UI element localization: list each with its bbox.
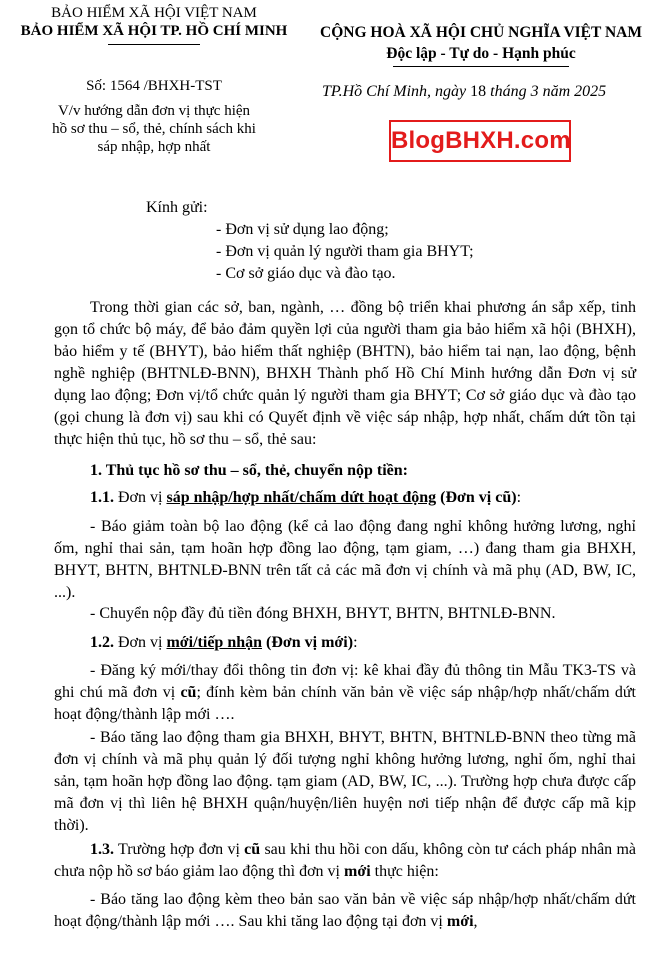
section-1-2-para-1-text: - Đăng ký mới/thay đổi thông tin đơn vị: kê khai đầy đủ thông tin Mẫu TK3-TS và ghi chú mã đơn vị: [54, 662, 636, 701]
section-1-2-pre: Đơn vị: [114, 634, 167, 651]
date-year: 2025: [574, 83, 607, 100]
section-1-1-para-1: - Báo giảm toàn bộ lao động (kể cả lao động đang nghỉ không hưởng lương, nghỉ ốm, nghỉ thai sản, tạm hoãn hợp đồng lao động, tạm giam, …) đang tham gia BHXH, BHYT, BHTN, BHTNLĐ-BNN trên tất cả các mã đơn vị chính và mã phụ (AD, BW, IC, ...).: [54, 518, 636, 601]
section-1-3-sub-text: - Báo tăng lao động kèm theo bản sao văn bản về việc sáp nhập/hợp nhất/chấm dứt hoạt động/thành lập mới …. Sau khi tăng lao động tại đơn vị: [54, 891, 636, 930]
section-1-1-colon: :: [516, 489, 522, 506]
section-1-2-para-2: - Báo tăng lao động tham gia BHXH, BHYT, BHTN, BHTNLĐ-BNN theo từng mã đơn vị chính và mã phụ quản lý đối tượng nghỉ không hưởng lương, nghỉ ốm, nghỉ thai sản, tạm hoãn hợp đồng lao động. tạm giam (AD, BW, IC, ...). Trường hợp chưa được cấp mã đơn vị thì liên hệ BHXH quận/huyện/liên huyện nơi tiếp nhận để được cấp mã kịp thời).: [54, 729, 636, 834]
national-motto: Độc lập - Tự do - Hạnh phúc: [386, 45, 576, 62]
section-1-2-heading: [90, 632, 636, 654]
subject-line-1: V/v hướng dẫn đơn vị thực hiện: [57, 103, 251, 119]
section-1-1-number: 1.1.: [90, 489, 114, 506]
section-1-2-post: (Đơn vị mới): [262, 634, 354, 651]
watermark-stamp: BlogBHXH.com: [389, 120, 571, 162]
section-1-3-post: thực hiện:: [370, 863, 439, 880]
recipient-item: - Đơn vị sử dụng lao động;: [216, 221, 389, 238]
section-1-2-para-1: [54, 660, 636, 726]
date-day: 18: [470, 83, 487, 100]
agency-name: BẢO HIỂM XÃ HỘI TP. HỒ CHÍ MINH: [20, 23, 288, 39]
section-1-3-number: 1.3.: [90, 841, 114, 858]
section-1-1-underlined: sáp nhập/hợp nhất/chấm dứt hoạt động: [166, 489, 437, 506]
subject-line-3: sáp nhập, hợp nhất: [97, 139, 211, 155]
recipients-label: Kính gửi:: [146, 199, 208, 216]
section-1-heading: 1. Thủ tục hồ sơ thu – sổ, thẻ, chuyển nộp tiền:: [90, 462, 408, 479]
section-1-3-para: [54, 839, 636, 883]
section-1-2-para-1-rest: ; đính kèm bản chính văn bản về việc sáp nhập/hợp nhất/chấm dứt hoạt động/thành lập mới ….: [54, 684, 637, 723]
agency-parent: BẢO HIỂM XÃ HỘI VIỆT NAM: [51, 5, 257, 21]
section-1-2-colon: :: [353, 634, 358, 651]
intro-paragraph: Trong thời gian các sở, ban, ngành, … đồng bộ triển khai phương án sắp xếp, tinh gọn tổ chức bộ máy, để bảo đảm quyền lợi của người tham gia bảo hiểm xã hội (BHXH), bảo hiểm y tế (BHYT), bảo hiểm thất nghiệp (BHTN), bảo hiểm tai nạn, lao động, bệnh nghề nghiệp (BHTNLĐ-BNN), BHXH Thành phố Hồ Chí Minh hướng dẫn Đơn vị sử dụng lao động; Đơn vị/tổ chức quản lý người tham gia BHYT; Cơ sở giáo dục và đào tạo (gọi chung là đơn vị) sau khi có Quyết định về việc sáp nhập, hợp nhất, chấm dứt tồn tại thực hiện thủ tục, hồ sơ thu – sổ, thẻ sau:: [54, 299, 636, 448]
motto-underline: [393, 66, 569, 67]
section-1-3-sub-para: [54, 889, 636, 933]
section-1-1-post: (Đơn vị cũ): [436, 489, 517, 506]
section-1-2-underlined: mới/tiếp nhận: [166, 634, 263, 651]
section-1-3-bold-2: mới: [344, 863, 371, 880]
recipient-item: - Đơn vị quản lý người tham gia BHYT;: [216, 243, 474, 260]
section-1-1-heading: [90, 487, 636, 509]
country-name: CỘNG HOÀ XÃ HỘI CHỦ NGHĨA VIỆT NAM: [320, 24, 642, 41]
section-1-1-pre: Đơn vị: [114, 489, 167, 506]
doc-number: Số: 1564 /BHXH-TST: [86, 78, 222, 94]
section-1-3-bold-1: cũ: [244, 841, 261, 858]
date-month: tháng 3 năm: [486, 83, 575, 100]
section-1-3-mid: sau khi thu hồi con dấu, không còn tư cách pháp nhân mà chưa nộp hồ sơ báo giảm lao động thì đơn vị: [54, 841, 637, 880]
subject-line-2: hồ sơ thu – sổ, thẻ, chính sách khi: [52, 121, 256, 137]
section-1-1-para-2: - Chuyển nộp đầy đủ tiền đóng BHXH, BHYT, BHTN, BHTNLĐ-BNN.: [90, 605, 556, 622]
place-date-prefix: TP.Hồ Chí Minh, ngày: [322, 83, 471, 100]
section-1-2-number: 1.2.: [90, 634, 114, 651]
section-1-3-sub-bold: mới: [446, 913, 474, 930]
place-date: [322, 82, 606, 102]
agency-underline: [108, 44, 200, 45]
section-1-3-sub-rest: ,: [473, 913, 478, 930]
section-1-2-para-1-bold: cũ: [180, 684, 197, 701]
recipient-item: - Cơ sở giáo dục và đào tạo.: [216, 265, 396, 282]
section-1-3-pre: Trường hợp đơn vị: [114, 841, 245, 858]
